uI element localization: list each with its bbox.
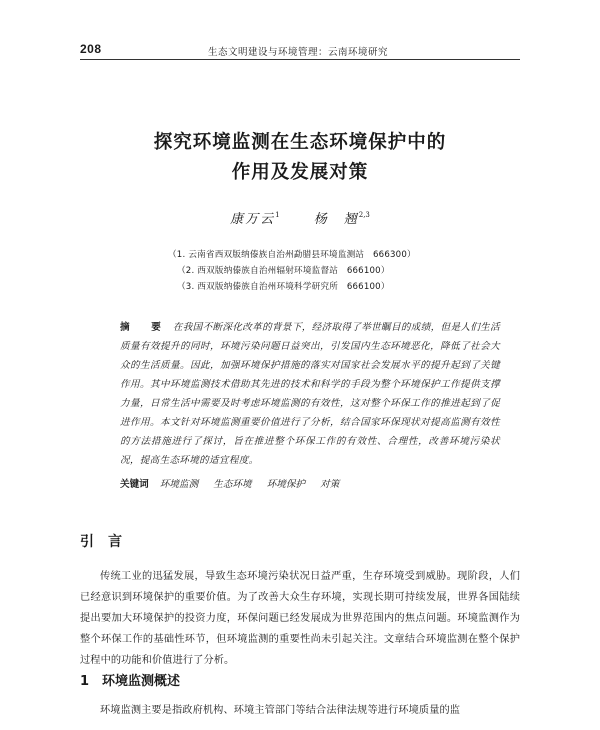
author-affiliation-mark: 1 [275, 211, 280, 219]
section-heading [80, 670, 180, 689]
article-title [80, 128, 520, 188]
running-header [80, 40, 520, 60]
author [230, 208, 279, 227]
abstract-text: 在我国不断深化改革的背景下，经济取得了举世瞩目的成绩，但是人们生活质量有效提升的同时，环境污染问题日益突出，引发国内生态环境恶化，降低了社会大众的生活质量。因此，加强环境保护措施的落实对国家社会发展水平的提升起到了关键作用。其中环境监测技术借助其先进的技术和科学的手段为整个环境保护工作提供支撑力量，日常生活中需要及时考虑环境监测的有效性，这对整个环保工作的推进起到了促进作用。本文针对环境监测重要价值进行了分析，结合国家环保现状对提高监测有效性的方法措施进行了探讨，旨在推进整个环保工作的有效性、合理性，改善环境污染状况，提高生态环境的适宜程度。 [120, 322, 500, 466]
header-rule [80, 59, 520, 60]
title-line-2: 作用及发展对策 [231, 162, 369, 183]
author-name: 杨 翘 [313, 212, 359, 227]
section-title: 环境监测概述 [102, 674, 181, 689]
abstract [120, 318, 500, 470]
introduction-heading: 引言 [80, 534, 136, 550]
page-number: 208 [80, 42, 102, 56]
section-number: 1 [80, 674, 90, 689]
title-line-1: 探究环境监测在生态环境保护中的 [153, 132, 447, 153]
affiliation-list [168, 247, 498, 295]
journal-title: 生态文明建设与环境管理：云南环境研究 [208, 47, 389, 58]
author-name: 康万云 [230, 212, 276, 227]
affiliation: （2. 西双版纳傣族自治州辐射环境监督站 666100） [177, 266, 390, 276]
affiliation: （3. 西双版纳傣族自治州环境科学研究所 666100） [177, 282, 390, 292]
keyword: 生态环境 [213, 479, 252, 490]
author-affiliation-mark: 2,3 [358, 211, 370, 219]
keyword: 对策 [320, 479, 340, 490]
keywords [120, 477, 500, 493]
author-list [80, 208, 520, 227]
section-paragraph: 环境监测主要是指政府机构、环境主管部门等结合法律法规等进行环境质量的监 [100, 705, 461, 716]
keyword: 环境监测 [159, 479, 199, 490]
abstract-label: 摘 要 [120, 322, 167, 333]
keyword: 环境保护 [266, 479, 306, 490]
introduction-paragraph: 传统工业的迅猛发展，导致生态环境污染状况日益严重，生存环境受到威胁。现阶段，人们已经意识到环境保护的重要价值。为了改善大众生存环境，实现长期可持续发展，世界各国陆续提出要加大环境保护的投资力度，环保问题已经发展成为世界范围内的焦点问题。环境监测作为整个环保工作的基础性环节，但环境监测的重要性尚未引起关注。文章结合环境监测在整个保护过程中的功能和价值进行了分析。 [80, 571, 520, 666]
author [314, 208, 370, 227]
keywords-label: 关键词 [120, 479, 149, 490]
affiliation: （1. 云南省西双版纳傣族自治州勐腊县环境监测站 666300） [168, 250, 416, 260]
